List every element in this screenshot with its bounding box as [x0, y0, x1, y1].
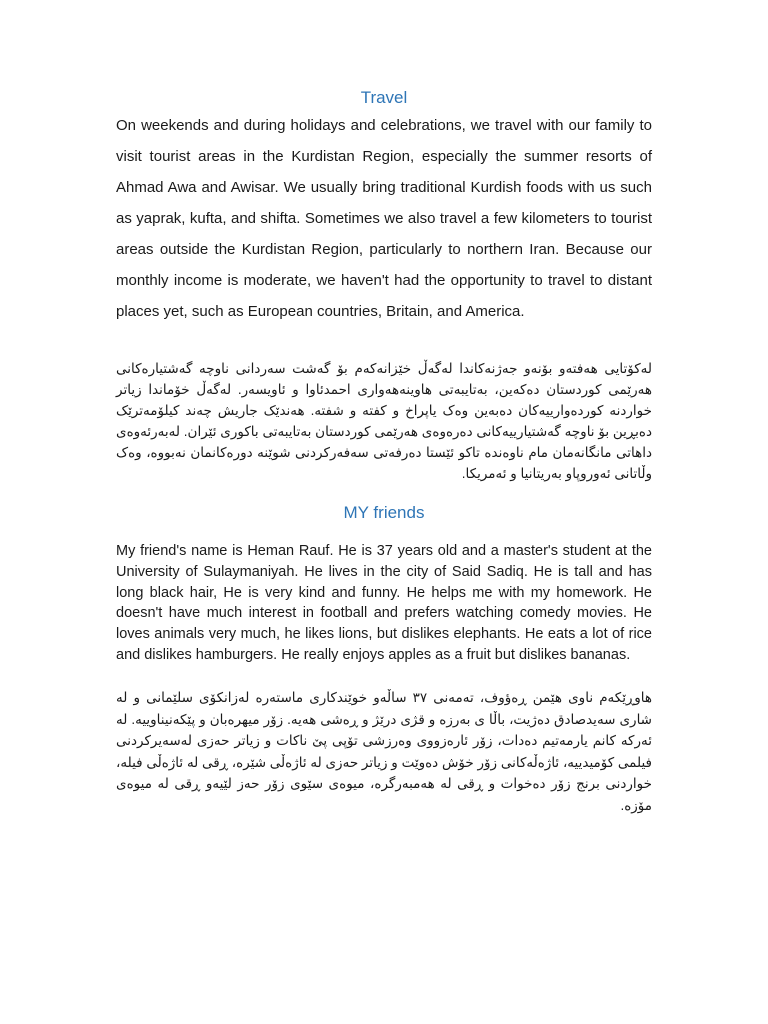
travel-heading: Travel	[360, 88, 408, 107]
friends-kurdish-paragraph: هاوڕێکەم ناوی هێمن ڕەؤوف، تەمەنی ٣٧ ساڵەو خوێندکاری ماستەرە لەزانکۆی سلێمانی و لە شاری سەیدصادق دەژیت، باڵا ی بەرزە و قژی درێژ و ڕەشی هەیە. زۆر میهرەبان و پێکەنیناوییە. لە ئەرکە کانم یارمەتیم دەدات، زۆر ئارەزووی وەرزشی تۆپی پێ ناکات و زیاتر حەزی لەسەیرکردنی فیلمی کۆمیدییە، ئاژەڵەکانی زۆر خۆش دەوێت و زیاتر حەزی لە ئاژەڵی شێرە، ڕقی لە ئاژەڵی فیلە، خواردنی برنج زۆر دەخوات و ڕقی لە هەمبەرگرە، میوەی سێوی زۆر حەز لێیەو ڕقی لە میوەی مۆزە.	[116, 690, 652, 813]
friends-english-paragraph: My friend's name is Heman Rauf. He is 37 years old and a master's student at the University of Sulaymaniyah. He lives in the city of Said Sadiq. He is tall and has long black hair, He is very kind and funny. He helps me with my homework. He doesn't have much interest in football and prefers watching comedy movies. He loves animals very much, he likes lions, but dislikes elephants. He eats a lot of rice and dislikes hamburgers. He really enjoys apples as a fruit but dislikes bananas.	[116, 543, 652, 663]
travel-kurdish-paragraph: لەکۆتایی هەفتەو بۆنەو جەژنەکاندا لەگەڵ خێزانەکەم بۆ گەشت سەردانی ناوچە گەشتیارەکانی هەرێمی کوردستان دەکەین، بەتایبەتی هاوینەهەواری احمدئاوا و ئاویسەر. لەگەڵ خۆماندا زیاتر خواردنە کوردەوارییەکان دەبەین وەک یاپراخ و کفتە و شفتە. هەندێک جاریش چەند کیلۆمەترێک دەبڕین بۆ ناوچە گەشتیارییەکانی دەرەوەی هەرێمی کوردستان بەتایبەتی باکوری ئێران. لەبەرئەوەی داهاتی مانگانەمان مام ناوەندە تاکو ئێستا دەرفەتی سەفەرکردنی شوێنە دورەکانمان نەبووە، وەک وڵاتانی ئەوروپاو بەریتانیا و ئەمریکا.	[116, 361, 652, 481]
friends-heading: MY friends	[343, 503, 425, 522]
travel-english-paragraph: On weekends and during holidays and celebrations, we travel with our family to visit tourist areas in the Kurdistan Region, especially the summer resorts of Ahmad Awa and Awisar. We usually bring traditional Kurdish foods with us such as yaprak, kufta, and shifta. Sometimes we also travel a few kilometers to tourist areas outside the Kurdistan Region, particularly to northern Iran. Because our monthly income is moderate, we haven't had the opportunity to travel to distant places yet, such as European countries, Britain, and America.	[116, 117, 652, 320]
